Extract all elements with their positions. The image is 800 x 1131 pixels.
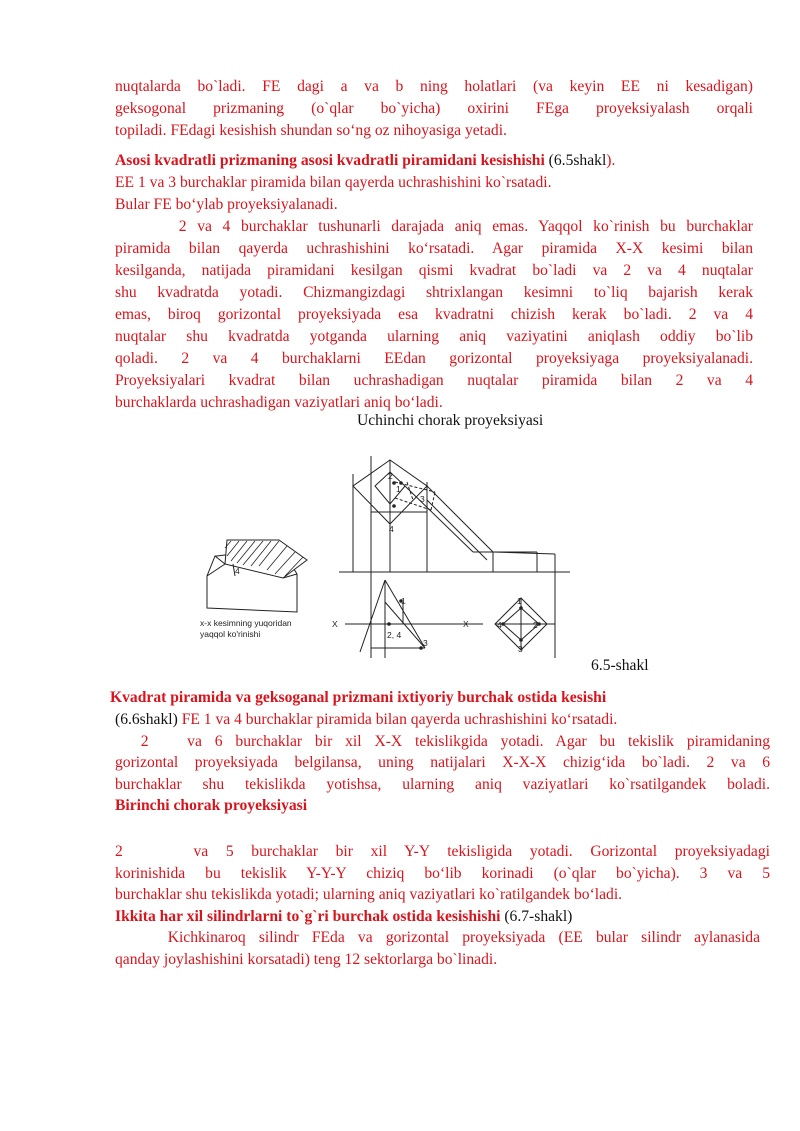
- text-line: nuqtalarda bo`ladi. FE dagi a va b ning holatlari (va keyin EE ni kesadigan): [115, 78, 753, 95]
- text-line: piramida bilan qayerda uchrashishini ko‘rsatadi. Agar piramida X-X kesimi bilan: [115, 240, 753, 257]
- text-line: qanday joylashishini korsatadi) teng 12 sektorlarga bo`linadi.: [115, 950, 498, 968]
- figure-reference: 6.5shakl: [553, 152, 607, 169]
- point-label: 3: [423, 638, 428, 648]
- text-line: kesilganda, natijada piramidani kesilgan qismi kvadrat bo`ladi va 2 va 4 nuqtalar: [115, 262, 753, 279]
- paragraph-2: [115, 216, 753, 414]
- subtitle-first-angle: Birinchi chorak proyeksiyasi: [115, 797, 308, 814]
- text-line: topiladi. FEdagi kesishish shundan so‘ng oz nihoyasiga yetadi.: [115, 122, 507, 139]
- ref-close: ).: [606, 152, 616, 169]
- text-line: gorizontal proyeksiyada belgilansa, uning natijalari X-X-X chizig‘ida bo`ladi. 2 va 6: [115, 754, 770, 771]
- text-line: Kichkinaroq silindr FEda va gorizontal proyeksiyada (EE bular silindr aylanasida: [115, 929, 760, 946]
- text-line: nuqtalar shu kvadratda yotganda ularning aniq vaziyatini aniqlash oddiy bo`lib: [115, 328, 753, 345]
- point-label: 4: [235, 566, 240, 576]
- point-label: 1: [396, 484, 401, 494]
- inset-caption-1: x-x kesimning yuqoridan: [200, 618, 292, 628]
- inset-sketch: [207, 540, 307, 612]
- paragraph-5: [115, 927, 760, 970]
- figure-caption: 6.5-shakl: [591, 657, 649, 674]
- point-label: 1: [517, 596, 522, 606]
- x-axis-label: X: [463, 619, 469, 629]
- x-axis-label: X: [332, 619, 338, 629]
- text-line: Proyeksiyalari kvadrat bilan uchrashadigan nuqtalar piramida bilan 2 va 4: [115, 372, 753, 389]
- point-label: 3: [518, 644, 523, 654]
- point-label: 2: [533, 620, 538, 630]
- text-line: korinishida bu tekislik Y-Y-Y chiziq bo‘lib korinadi (o`qlar bo`yicha). 3 va 5: [115, 864, 770, 882]
- text-line: burchaklar shu tekislikda yotadi; ularning aniq vaziyatlari ko`ratilgandek bo‘ladi.: [115, 886, 623, 903]
- figure-reference: (6.7-shakl): [500, 907, 573, 925]
- paragraph-1: [115, 76, 753, 142]
- point-label: 2: [388, 471, 393, 481]
- point-label: 3: [420, 494, 425, 504]
- text-line: EE 1 va 3 burchaklar piramida bilan qayerda uchrashishini ko`rsatadi.: [115, 174, 552, 191]
- text-line: 2 va 5 burchaklar bir xil Y-Y tekisligida yotadi. Gorizontal proyeksiyadagi: [115, 843, 770, 860]
- text-line: FE 1 va 4 burchaklar piramida bilan qayerda uchrashishini ko‘rsatadi.: [177, 711, 618, 728]
- inset-caption-2: yaqqol ko'rinishi: [200, 629, 261, 639]
- point-label: 2, 4: [387, 630, 402, 640]
- figure-6-5-drawing: [195, 452, 580, 670]
- section-heading-2: Kvadrat piramida va geksoganal prizmani ixtiyoriy burchak ostida kesishi: [110, 689, 607, 706]
- text-line: Bular FE bo‘ylab proyeksiyalanadi.: [115, 196, 338, 213]
- ref-open: (: [544, 152, 554, 169]
- figure-reference: (6.6shakl): [115, 711, 178, 728]
- heading-text: Ikkita har xil silindrlarni to`g`ri burchak ostida kesishishi: [115, 907, 501, 925]
- paragraph-4: [115, 841, 770, 927]
- section-heading-1: [115, 150, 753, 216]
- point-label: 4: [497, 620, 502, 630]
- paragraph-3: [115, 709, 770, 817]
- point-label: 4: [389, 524, 394, 534]
- subtitle-third-angle: Uchinchi chorak proyeksiyasi: [357, 412, 544, 429]
- text-line: burchaklar shu tekislikda yotishsa, ularning aniq vaziyatlari ko`rsatilgandek boladi.: [115, 775, 770, 793]
- heading-text: Asosi kvadratli prizmaning asosi kvadratli piramidani kesishishi: [115, 152, 545, 169]
- text-line: emas, biroq gorizontal proyeksiyada esa kvadratni chizish kerak bo`ladi. 2 va 4: [115, 306, 753, 323]
- text-line: shu kvadratda yotadi. Chizmangizdagi shtrixlangan kesimni to`liq bajarish kerak: [115, 284, 753, 301]
- text-line: burchaklarda uchrashadigan vaziyatlari aniq bo‘ladi.: [115, 394, 443, 411]
- text-line: geksogonal prizmaning (o`qlar bo`yicha) oxirini FEga proyeksiyalash orqali: [115, 100, 753, 117]
- text-line: 2 va 4 burchaklar tushunarli darajada aniq emas. Yaqqol ko`rinish bu burchaklar: [115, 218, 753, 235]
- point-label: 1: [401, 596, 406, 606]
- plan-view: [345, 580, 555, 658]
- text-line: qoladi. 2 va 4 burchaklarni EEdan gorizontal proyeksiyaga proyeksiyalanadi.: [115, 350, 753, 367]
- text-line: 2 va 6 burchaklar bir xil X-X tekislikgida yotadi. Agar bu tekislik piramidaning: [115, 732, 770, 750]
